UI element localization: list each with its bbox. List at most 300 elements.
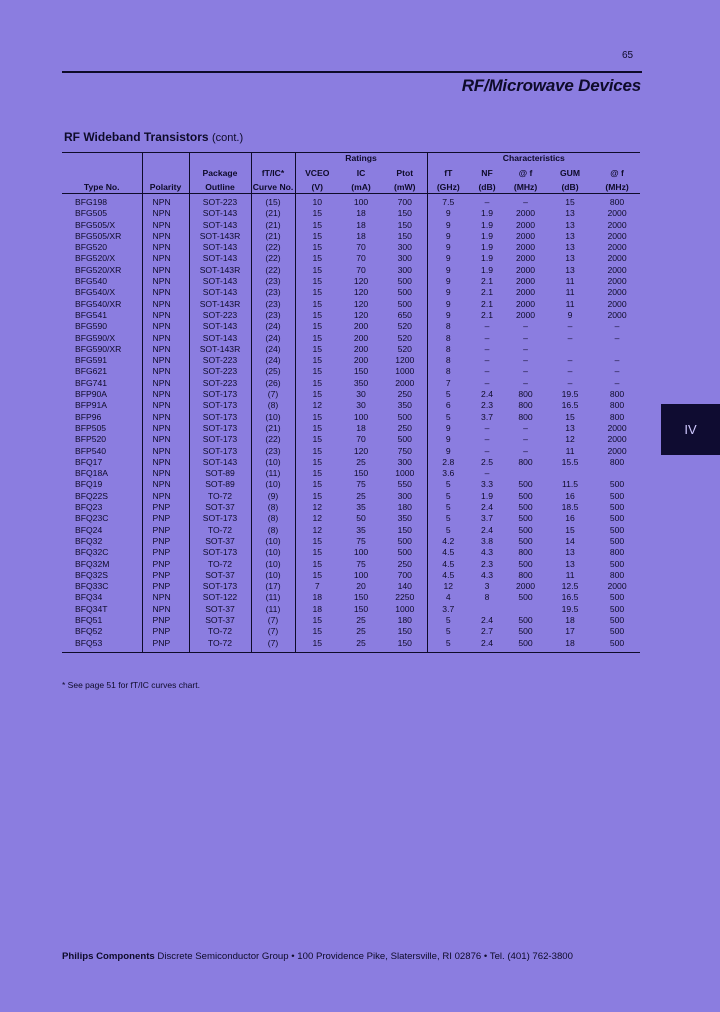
nf-freq-cell: 500 bbox=[518, 626, 533, 637]
vceo-cell: 12 bbox=[295, 513, 339, 524]
nf-freq-cell: 800 bbox=[518, 411, 533, 422]
gum-cell: 16.5 bbox=[561, 592, 579, 603]
vceo-cell: 18 bbox=[295, 592, 339, 603]
ft-cell: 4.2 bbox=[427, 536, 469, 547]
type-no-cell: BFG591 bbox=[75, 355, 108, 366]
nf-cell: 1.9 bbox=[481, 490, 493, 501]
nf-cell: 2.4 bbox=[481, 614, 493, 625]
ic-header: IC bbox=[356, 168, 366, 178]
ptot-cell: 520 bbox=[397, 332, 412, 343]
ic-cell: 50 bbox=[356, 513, 366, 524]
type-no-cell: BFQ22S bbox=[75, 490, 108, 501]
ft-cell: 5 bbox=[427, 389, 469, 400]
package-cell: SOT-173 bbox=[189, 423, 251, 434]
curve-no-cell: (22) bbox=[251, 434, 295, 445]
gum-unit: (dB) bbox=[546, 179, 594, 194]
ft-cell: 9 bbox=[427, 242, 469, 253]
curve-no-cell: (26) bbox=[251, 378, 295, 389]
gum-freq-cell: 2000 bbox=[607, 434, 627, 445]
gum-cell: 11 bbox=[565, 276, 575, 287]
ic-cell: 150 bbox=[353, 603, 369, 614]
curve-no-cell: (22) bbox=[251, 265, 295, 276]
curve-no-cell: (15) bbox=[251, 194, 295, 209]
ft-cell: 8 bbox=[427, 355, 469, 366]
gum-cell: 11.5 bbox=[561, 479, 579, 490]
gum-cell: – bbox=[567, 321, 573, 332]
section-tab: IV bbox=[661, 404, 720, 455]
package-cell: SOT-143 bbox=[189, 287, 251, 298]
ic-cell: 25 bbox=[356, 456, 366, 467]
ft-cell: 9 bbox=[427, 231, 469, 242]
package-cell: SOT-223 bbox=[189, 194, 251, 209]
nf-cell: – bbox=[484, 197, 490, 207]
package-cell: SOT-143 bbox=[189, 208, 251, 219]
nf-cell: 2.1 bbox=[481, 298, 493, 309]
polarity-cell: NPN bbox=[142, 378, 189, 389]
vceo-cell: 15 bbox=[295, 355, 339, 366]
gum-cell: – bbox=[567, 355, 573, 366]
type-no-cell: BFG540 bbox=[75, 276, 108, 287]
type-no-cell: BFG541 bbox=[75, 309, 108, 320]
table-row bbox=[62, 638, 640, 653]
gum-freq-cell: 800 bbox=[609, 197, 625, 207]
ft-cell: 9 bbox=[427, 220, 469, 231]
table-row bbox=[62, 434, 640, 445]
curve-no-cell: (8) bbox=[251, 513, 295, 524]
vceo-cell: 15 bbox=[295, 412, 339, 423]
package-cell: SOT-37 bbox=[189, 570, 251, 581]
type-no-cell: BFQ33C bbox=[75, 581, 109, 592]
package-cell: SOT-143R bbox=[189, 265, 251, 276]
vceo-cell: 12 bbox=[295, 400, 339, 411]
nf-cell: 2.7 bbox=[481, 626, 493, 637]
nf-freq-cell: 500 bbox=[518, 558, 533, 569]
polarity-cell: NPN bbox=[142, 446, 189, 457]
gum-freq-cell: – bbox=[614, 332, 620, 343]
gum-freq-cell: 2000 bbox=[607, 309, 627, 320]
gum-cell: 13 bbox=[565, 253, 575, 264]
curve-no-cell: (11) bbox=[251, 592, 295, 603]
vceo-cell: 15 bbox=[295, 570, 339, 581]
curve-no-cell: (10) bbox=[251, 570, 295, 581]
nf-cell: – bbox=[484, 366, 490, 377]
gum-freq-cell: 800 bbox=[609, 389, 625, 400]
nf-cell: 2.1 bbox=[481, 309, 493, 320]
ic-cell: 200 bbox=[353, 355, 369, 366]
ptot-cell: 150 bbox=[397, 626, 412, 637]
nf-freq-cell: 500 bbox=[518, 524, 533, 535]
gum-freq-cell: – bbox=[614, 355, 620, 366]
nf-cell: 2.3 bbox=[481, 400, 493, 411]
gum-freq-cell: 500 bbox=[609, 558, 625, 569]
ptot-cell: 150 bbox=[383, 638, 427, 653]
gum-cell: 11 bbox=[565, 445, 575, 456]
ft-cell: 8 bbox=[427, 333, 469, 344]
nf-cell: 1.9 bbox=[481, 264, 493, 275]
ic-cell: 70 bbox=[356, 434, 366, 445]
vceo-cell: 15 bbox=[295, 468, 339, 479]
ft-cell: 8 bbox=[427, 321, 469, 332]
curve-header-top bbox=[251, 153, 295, 180]
type-no-cell: BFQ24 bbox=[75, 524, 103, 535]
gum-cell: – bbox=[567, 332, 573, 343]
vceo-cell: 12 bbox=[295, 525, 339, 536]
package-cell: SOT-143R bbox=[189, 344, 251, 355]
polarity-cell: NPN bbox=[142, 208, 189, 219]
gum-cell: 13 bbox=[565, 422, 575, 433]
gum-cell bbox=[546, 344, 594, 355]
gum-freq-cell: 500 bbox=[609, 502, 625, 513]
nf-freq-cell: 800 bbox=[518, 389, 533, 400]
curve-no-cell: (23) bbox=[251, 276, 295, 287]
gum-cell: 11 bbox=[565, 298, 575, 309]
polarity-cell: NPN bbox=[142, 220, 189, 231]
nf-unit: (dB) bbox=[469, 179, 505, 194]
nf-freq-cell: 2000 bbox=[515, 581, 536, 592]
polarity-cell: NPN bbox=[142, 491, 189, 502]
ic-cell: 18 bbox=[356, 422, 366, 433]
gum-freq-cell: 2000 bbox=[607, 264, 627, 275]
gum-cell: 11 bbox=[565, 287, 575, 298]
package-cell: SOT-143 bbox=[189, 253, 251, 264]
table-row bbox=[62, 570, 640, 581]
nf-freq-cell: 2000 bbox=[515, 208, 536, 219]
gum-freq-cell: – bbox=[614, 321, 620, 332]
header-title: RF/Microwave Devices bbox=[461, 76, 641, 95]
ft-cell: 9 bbox=[427, 265, 469, 276]
gum-freq-cell: 2000 bbox=[607, 230, 627, 241]
curve-no-cell: (22) bbox=[251, 242, 295, 253]
polarity-cell: NPN bbox=[142, 253, 189, 264]
nf-freq-cell: 500 bbox=[518, 592, 533, 603]
section-title bbox=[64, 130, 243, 144]
table-row bbox=[62, 208, 640, 219]
gum-cell: 15 bbox=[565, 197, 575, 207]
nf-cell: 1.9 bbox=[481, 242, 493, 253]
nf-cell: 4.3 bbox=[481, 569, 493, 580]
vceo-cell: 15 bbox=[295, 491, 339, 502]
nf-freq-cell: 2000 bbox=[515, 242, 536, 253]
polarity-cell: NPN bbox=[142, 276, 189, 287]
gum-freq-cell: 500 bbox=[609, 513, 625, 524]
polarity-cell: PNP bbox=[142, 559, 189, 570]
table-row bbox=[62, 400, 640, 411]
nf-freq-cell bbox=[505, 468, 546, 479]
table-row bbox=[62, 321, 640, 332]
ptot-cell: 350 bbox=[397, 513, 412, 524]
curve-no-cell: (7) bbox=[251, 389, 295, 400]
vceo-cell: 15 bbox=[295, 253, 339, 264]
ptot-cell: 750 bbox=[397, 445, 412, 456]
ic-cell: 25 bbox=[356, 614, 366, 625]
curve-no-cell: (7) bbox=[251, 615, 295, 626]
ic-cell: 100 bbox=[353, 197, 369, 207]
gum-freq-cell: 500 bbox=[609, 614, 625, 625]
nf-freq-cell: 500 bbox=[518, 502, 533, 513]
nf-freq-cell: 500 bbox=[518, 513, 533, 524]
ft-cell: 4.5 bbox=[427, 570, 469, 581]
gum-cell: 16 bbox=[565, 490, 575, 501]
curve-no-cell: (9) bbox=[251, 491, 295, 502]
ptot-cell: 520 bbox=[397, 321, 412, 332]
vceo-cell: 15 bbox=[295, 446, 339, 457]
ic-cell: 120 bbox=[353, 287, 369, 298]
vceo-cell: 15 bbox=[295, 366, 339, 377]
ic-cell: 75 bbox=[356, 535, 366, 546]
vceo-cell: 15 bbox=[295, 299, 339, 310]
gum-freq-cell: 2000 bbox=[607, 242, 627, 253]
curve-header-line2: Curve bbox=[252, 182, 278, 192]
table-row bbox=[62, 310, 640, 321]
table-row bbox=[62, 194, 640, 209]
gum-cell: 19.5 bbox=[561, 389, 579, 400]
type-no-cell: BFG590 bbox=[75, 321, 108, 332]
curve-no-cell: (8) bbox=[251, 502, 295, 513]
curve-no-cell: (10) bbox=[251, 536, 295, 547]
vceo-cell: 15 bbox=[295, 457, 339, 468]
nf-freq-cell: – bbox=[523, 366, 528, 377]
polarity-cell: NPN bbox=[142, 321, 189, 332]
gum-cell: – bbox=[567, 377, 573, 388]
package-cell: SOT-37 bbox=[189, 604, 251, 615]
type-no-cell: BFQ32M bbox=[75, 558, 110, 569]
table-row bbox=[62, 378, 640, 389]
footnote: * See page 51 for fT/IC curves chart. bbox=[62, 680, 200, 690]
ic-cell: 70 bbox=[356, 253, 366, 264]
gum-freq-cell: 800 bbox=[609, 456, 625, 467]
vceo-unit: (V) bbox=[295, 179, 339, 194]
polarity-cell: NPN bbox=[142, 355, 189, 366]
gum-freq-cell bbox=[594, 468, 640, 479]
vceo-cell: 15 bbox=[295, 479, 339, 490]
vceo-cell: 15 bbox=[295, 265, 339, 276]
vceo-cell: 15 bbox=[295, 378, 339, 389]
ic-cell: 120 bbox=[353, 445, 369, 456]
nf-cell: – bbox=[484, 355, 490, 366]
ft-cell: 6 bbox=[427, 400, 469, 411]
gum-cell: 12.5 bbox=[561, 581, 579, 592]
nf-cell: 4.3 bbox=[481, 547, 493, 558]
ptot-cell: 150 bbox=[397, 219, 412, 230]
polarity-cell: NPN bbox=[142, 423, 189, 434]
ptot-cell: 300 bbox=[397, 456, 412, 467]
ptot-cell: 150 bbox=[397, 230, 412, 241]
polarity-cell: PNP bbox=[142, 638, 189, 653]
curve-no-cell: (11) bbox=[251, 468, 295, 479]
polarity-cell: NPN bbox=[142, 592, 189, 603]
type-no-cell: BFG540/X bbox=[75, 287, 116, 298]
table-row bbox=[62, 502, 640, 513]
gum-freq-cell: 2000 bbox=[607, 219, 627, 230]
curve-no-cell: (21) bbox=[251, 423, 295, 434]
gum-freq-cell: 800 bbox=[609, 411, 625, 422]
nf-freq-cell: – bbox=[523, 321, 528, 332]
gum-cell: 13 bbox=[565, 242, 575, 253]
ft-cell: 2.8 bbox=[427, 457, 469, 468]
ptot-cell: 500 bbox=[397, 287, 412, 298]
nf-cell: 2.4 bbox=[481, 502, 493, 513]
nf-header: NF bbox=[481, 168, 493, 178]
table-row bbox=[62, 276, 640, 287]
ptot-cell: 250 bbox=[397, 389, 412, 400]
table-row bbox=[62, 536, 640, 547]
ic-cell: 25 bbox=[356, 626, 366, 637]
curve-no-cell: (21) bbox=[251, 208, 295, 219]
ft-cell: 12 bbox=[427, 581, 469, 592]
package-cell: SOT-122 bbox=[189, 592, 251, 603]
type-no-cell: BFG505/X bbox=[75, 219, 116, 230]
ft-cell: 5 bbox=[427, 525, 469, 536]
vceo-cell: 10 bbox=[295, 194, 339, 209]
gum-freq-cell: 2000 bbox=[607, 253, 627, 264]
table-row bbox=[62, 333, 640, 344]
ptot-cell: 520 bbox=[397, 343, 412, 354]
nf-cell: 8 bbox=[484, 592, 490, 603]
nf-cell: 2.3 bbox=[481, 558, 493, 569]
polarity-cell: NPN bbox=[142, 310, 189, 321]
ft-cell: 5 bbox=[427, 491, 469, 502]
nf-cell: 2.1 bbox=[481, 276, 493, 287]
type-no-cell: BFG505/XR bbox=[75, 230, 122, 241]
nf-freq-cell bbox=[505, 604, 546, 615]
gum-freq-cell: 2000 bbox=[607, 287, 627, 298]
type-no-cell: BFQ53 bbox=[62, 638, 142, 653]
polarity-header: Polarity bbox=[142, 179, 189, 194]
table-row bbox=[62, 525, 640, 536]
package-cell: SOT-143 bbox=[189, 457, 251, 468]
package-cell: SOT-173 bbox=[189, 581, 251, 592]
vceo-cell: 15 bbox=[295, 276, 339, 287]
vceo-cell: 15 bbox=[295, 626, 339, 637]
gum-cell: 16 bbox=[565, 513, 575, 524]
ft-cell: 8 bbox=[427, 344, 469, 355]
package-cell: SOT-89 bbox=[189, 479, 251, 490]
nf-cell: – bbox=[484, 377, 490, 388]
type-no-cell: BFG621 bbox=[75, 366, 108, 377]
gum-freq-header: @ f bbox=[610, 168, 624, 178]
ic-cell: 200 bbox=[353, 332, 369, 343]
nf-cell: 1.9 bbox=[481, 253, 493, 264]
transistor-table bbox=[62, 152, 640, 653]
ft-cell: 9 bbox=[427, 253, 469, 264]
table-row bbox=[62, 446, 640, 457]
package-cell: TO-72 bbox=[189, 638, 251, 653]
gum-cell: 11 bbox=[565, 569, 575, 580]
nf-freq-cell: 2000 bbox=[515, 219, 536, 230]
table-row bbox=[62, 615, 640, 626]
table-row bbox=[62, 468, 640, 479]
type-no-cell: BFP96 bbox=[75, 411, 102, 422]
ptot-cell: 700 bbox=[397, 569, 412, 580]
type-no-cell: BFP91A bbox=[75, 400, 108, 411]
type-no-cell: BFG590/X bbox=[75, 332, 116, 343]
ic-cell: 70 bbox=[356, 242, 366, 253]
ft-header: fT bbox=[427, 165, 469, 179]
vceo-cell: 12 bbox=[295, 502, 339, 513]
ft-cell: 5 bbox=[427, 412, 469, 423]
table-row bbox=[62, 265, 640, 276]
polarity-cell: PNP bbox=[142, 547, 189, 558]
ft-cell: 4 bbox=[427, 592, 469, 603]
ptot-cell: 150 bbox=[397, 208, 412, 219]
vceo-cell: 15 bbox=[295, 242, 339, 253]
package-cell: SOT-173 bbox=[189, 513, 251, 524]
type-no-cell: BFG741 bbox=[75, 377, 108, 388]
type-no-cell: BFG590/XR bbox=[75, 343, 122, 354]
gum-freq-cell: 2000 bbox=[607, 445, 627, 456]
vceo-cell: 15 bbox=[295, 321, 339, 332]
nf-cell: 3.8 bbox=[481, 535, 493, 546]
nf-cell: 2.1 bbox=[481, 287, 493, 298]
curve-no-cell: (23) bbox=[251, 310, 295, 321]
nf-freq-cell: – bbox=[523, 355, 528, 366]
package-cell: SOT-223 bbox=[189, 310, 251, 321]
ic-cell: 18 bbox=[356, 208, 366, 219]
gum-freq-cell: 500 bbox=[609, 524, 625, 535]
table-row bbox=[62, 626, 640, 637]
nf-freq-cell: 500 bbox=[518, 535, 533, 546]
vceo-cell: 15 bbox=[295, 423, 339, 434]
type-no-cell: BFQ32 bbox=[75, 535, 103, 546]
type-no-header: Type No. bbox=[62, 179, 142, 194]
gum-cell: 13 bbox=[565, 208, 575, 219]
ptot-cell: 2000 bbox=[395, 377, 415, 388]
gum-cell: 12 bbox=[565, 434, 575, 445]
ptot-cell: 250 bbox=[397, 558, 412, 569]
nf-freq-header: @ f bbox=[518, 168, 533, 178]
gum-cell: 14 bbox=[565, 535, 575, 546]
type-no-cell: BFQ17 bbox=[75, 456, 103, 467]
package-header-line1: Package bbox=[189, 165, 251, 179]
ft-cell: 4.5 bbox=[427, 547, 469, 558]
polarity-cell: NPN bbox=[142, 479, 189, 490]
nf-freq-cell: 2000 bbox=[515, 253, 536, 264]
type-no-cell: BFQ19 bbox=[75, 479, 103, 490]
curve-no-cell: (8) bbox=[251, 525, 295, 536]
gum-cell: 13 bbox=[565, 219, 575, 230]
ptot-cell: 250 bbox=[397, 422, 412, 433]
ft-cell: 3.6 bbox=[427, 468, 469, 479]
ic-cell: 350 bbox=[353, 377, 369, 388]
polarity-cell: PNP bbox=[142, 525, 189, 536]
ptot-cell: 500 bbox=[397, 547, 412, 558]
table-row bbox=[62, 412, 640, 423]
ptot-cell: 500 bbox=[397, 411, 412, 422]
vceo-header: VCEO bbox=[295, 165, 339, 179]
polarity-cell: PNP bbox=[142, 581, 189, 592]
curve-no-cell: (24) bbox=[251, 355, 295, 366]
ic-cell: 200 bbox=[353, 321, 369, 332]
ft-cell: 9 bbox=[427, 208, 469, 219]
polarity-cell: NPN bbox=[142, 344, 189, 355]
nf-freq-unit: (MHz) bbox=[505, 179, 546, 194]
nf-freq-cell: 500 bbox=[518, 479, 533, 490]
ptot-cell: 300 bbox=[397, 253, 412, 264]
package-cell: SOT-37 bbox=[189, 615, 251, 626]
ic-cell: 120 bbox=[353, 276, 369, 287]
ptot-cell: 2250 bbox=[395, 592, 415, 603]
polarity-cell: NPN bbox=[142, 400, 189, 411]
gum-cell: 13 bbox=[565, 547, 575, 558]
package-cell: SOT-143 bbox=[189, 321, 251, 332]
nf-cell: 1.9 bbox=[481, 219, 493, 230]
nf-cell: 2.5 bbox=[481, 456, 493, 467]
ptot-cell: 500 bbox=[397, 434, 412, 445]
vceo-cell: 15 bbox=[295, 220, 339, 231]
type-no-cell: BFQ23C bbox=[75, 513, 109, 524]
ic-cell: 35 bbox=[356, 524, 366, 535]
nf-cell bbox=[469, 604, 505, 615]
